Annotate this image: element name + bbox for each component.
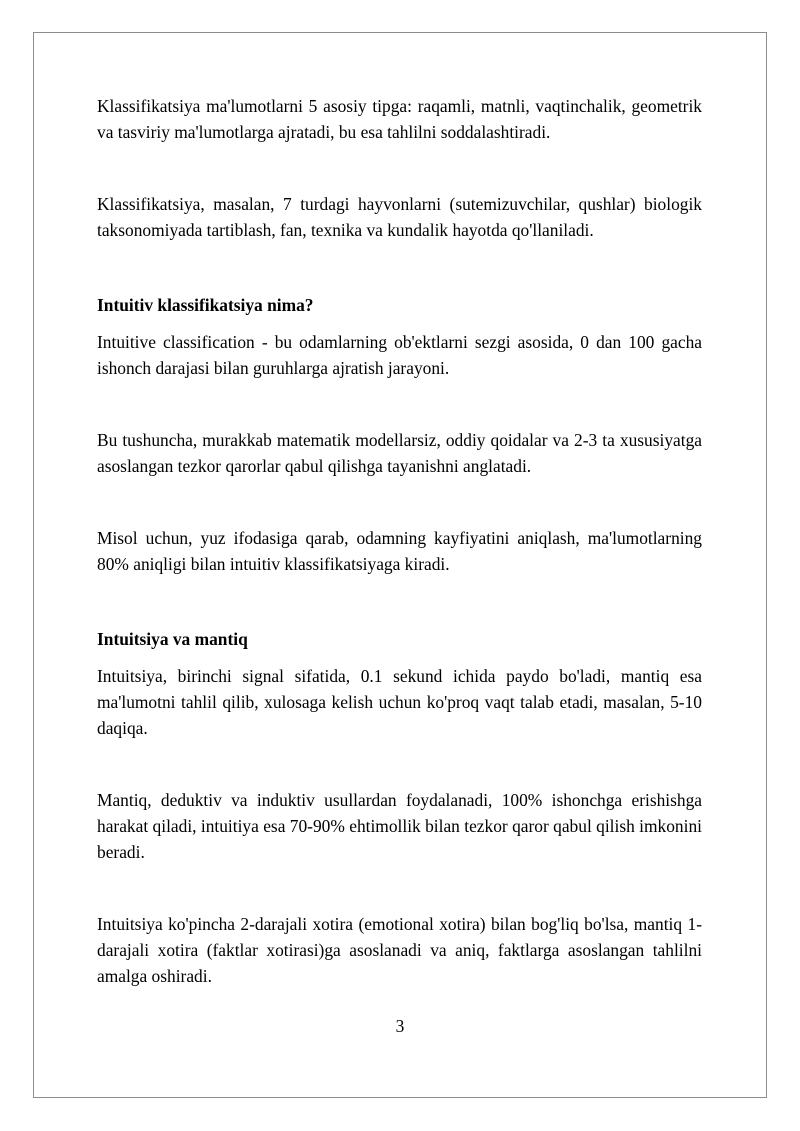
document-body: [97, 93, 702, 989]
paragraph-intuitive-example: Misol uchun, yuz ifodasiga qarab, odamning kayfiyatini aniqlash, ma'lumotlarning 80% aniqligi bilan intuitiv klassifikatsiyaga kiradi.: [97, 528, 702, 574]
paragraph-intuitive-concept: Bu tushuncha, murakkab matematik modellarsiz, oddiy qoidalar va 2-3 ta xususiyatga asoslangan tezkor qarorlar qabul qilishga tayanishni anglatadi.: [97, 430, 702, 476]
paragraph-memory-levels: Intuitsiya ko'pincha 2-darajali xotira (emotional xotira) bilan bog'liq bo'lsa, mantiq 1-darajali xotira (faktlar xotirasi)ga asoslanadi va aniq, faktlarga asoslangan tahlilni amalga oshiradi.: [97, 914, 702, 986]
paragraph-data-types: Klassifikatsiya ma'lumotlarni 5 asosiy tipga: raqamli, matnli, vaqtinchalik, geometrik va tasviriy ma'lumotlarga ajratadi, bu esa tahlilni soddalashtiradi.: [97, 96, 702, 142]
paragraph-logic-methods: Mantiq, deduktiv va induktiv usullardan foydalanadi, 100% ishonchga erishishga harakat qiladi, intuitiya esa 70-90% ehtimollik bilan tezkor qaror qabul qilish imkonini beradi.: [97, 790, 702, 862]
heading-intuitive-classification: Intuitiv klassifikatsiya nima?: [97, 295, 314, 315]
paragraph-animal-taxonomy: Klassifikatsiya, masalan, 7 turdagi hayvonlarni (sutemizuvchilar, qushlar) biologik taksonomiyada tartiblash, fan, texnika va kundalik hayotda qo'llaniladi.: [97, 194, 702, 240]
paragraph-intuitive-definition: Intuitive classification - bu odamlarning ob'ektlarni sezgi asosida, 0 dan 100 gacha ishonch darajasi bilan guruhlarga ajratish jarayoni.: [97, 332, 702, 378]
page-number: 3: [395, 1016, 405, 1036]
heading-intuition-and-logic: Intuitsiya va mantiq: [97, 629, 248, 649]
paragraph-intuition-speed: Intuitsiya, birinchi signal sifatida, 0.1 sekund ichida paydo bo'ladi, mantiq esa ma'lumotni tahlil qilib, xulosaga kelish uchun ko'proq vaqt talab etadi, masalan, 5-10 daqiqa.: [97, 666, 702, 738]
